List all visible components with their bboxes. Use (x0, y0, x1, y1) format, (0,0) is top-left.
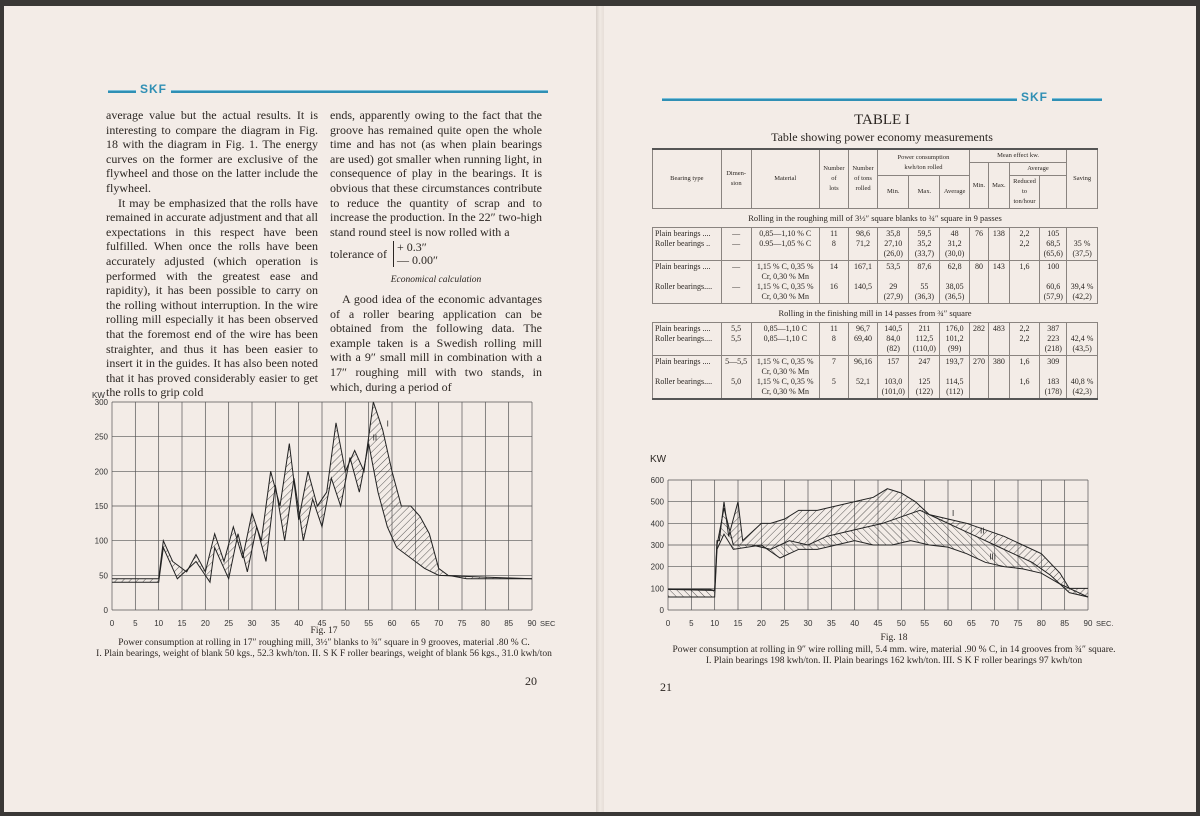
skf-logo: SKF (1017, 90, 1052, 104)
x-tick-label: 50 (896, 619, 906, 628)
x-tick-label: 0 (665, 619, 671, 628)
paragraph: average value but the actual results. It is interesting to compare the diagram in Fig. 18 with the diagram in Fig. 1. The energy curves on the former are exclusive of the flywheel and those on the latter include the flywheel. (106, 108, 318, 195)
col-mean-min: Min. (969, 163, 988, 209)
cell-tons: 98,6 71,2 (848, 228, 877, 261)
col-tons: Number of tons rolled (848, 149, 877, 209)
x-tick-label: 70 (990, 619, 1000, 628)
cell-lots: 11 8 (819, 323, 848, 356)
col-reduced: Reduced to ton/hour (1009, 176, 1040, 209)
x-tick-label: 25 (780, 619, 790, 628)
y-tick-label: 100 (650, 584, 664, 594)
cell-bearing-type: Plain bearings .... Roller bearings.... (653, 356, 722, 400)
cell-saving: 35 % (37,5) (1067, 228, 1098, 261)
x-tick-label: 85 (1060, 619, 1070, 628)
col-power-average: Average (940, 176, 969, 209)
cell-reduced: 1,6 (1009, 261, 1040, 304)
x-tick-label: 35 (826, 619, 836, 628)
x-tick-label: 45 (317, 619, 327, 626)
col-material: Material (751, 149, 819, 209)
caption-line: Power consumption at rolling in 17″ roughing mill, 3½″ blanks to ¾″ square in 9 grooves, material .80 % C. (118, 637, 530, 648)
cell-mean-max: 483 (989, 323, 1010, 356)
y-tick-label: 150 (94, 502, 108, 511)
cell-reduced: 1,6 1,6 (1009, 356, 1040, 400)
series-label-I: I (386, 419, 389, 429)
cell-power-min: 53,5 29 (27,9) (878, 261, 909, 304)
skf-logo: SKF (136, 82, 171, 96)
y-tick-label: 200 (650, 562, 664, 572)
section-row (653, 304, 1098, 323)
x-tick-label: 90 (527, 619, 537, 626)
col-bearing-type: Bearing type (653, 149, 722, 209)
col-dimension: Dimen- sion (721, 149, 751, 209)
col-lots: Number of lots (819, 149, 848, 209)
cell-saving: 39,4 % (42,2) (1067, 261, 1098, 304)
cell-reduced: 2,2 2,2 (1009, 323, 1040, 356)
cell-power-min: 35,8 27,10 (26,0) (878, 228, 909, 261)
y-tick-label: 100 (94, 536, 108, 546)
y-tick-label: 600 (650, 476, 664, 485)
x-tick-label: 30 (247, 619, 257, 626)
tolerance-label: tolerance of (330, 247, 387, 262)
cell-power-max: 211 112,5 (110,0) (909, 323, 940, 356)
table-title: TABLE I (854, 112, 910, 128)
table-row (653, 356, 1098, 400)
tolerance-minus: — 0.00″ (396, 253, 438, 268)
skf-header-rule (662, 92, 1102, 106)
x-tick-label: 50 (340, 619, 350, 626)
cell-average-value: 105 68,5 (65,6) (1040, 228, 1067, 261)
cell-bearing-type: Plain bearings .... Roller bearings.... (653, 323, 722, 356)
cell-dimension: 5—5,5 5,0 (721, 356, 751, 400)
section-title: Rolling in the roughing mill of 3½″ square blanks to ¾″ square in 9 passes (653, 209, 1098, 228)
paragraph: It may be emphasized that the rolls have remained in accurate adjustment and that all expectations in this respect have been fulfilled. When once the rolls have been accurately adjusted (which operation is performed with the greatest ease and rapidity), it has been possible to carry on the rolling without interruption. In the wire rolling mill especially it has been observed that the foremost end of the wire has been straighter, and thus it has been easier to insert it in the guides. It has also been noted that it has proved considerably easier to get the rolls to grip cold (106, 195, 318, 400)
y-tick-label: 50 (99, 571, 108, 581)
tolerance-formula (330, 241, 542, 267)
col-saving: Saving (1067, 149, 1098, 209)
col-mean-max: Max. (989, 163, 1010, 209)
x-tick-label: 10 (154, 619, 164, 626)
page-number: 21 (660, 680, 672, 694)
col-mean-effect: Mean effect kw. (969, 149, 1066, 163)
y-tick-label: 400 (650, 519, 664, 529)
y-tick-label: 200 (94, 467, 108, 477)
cell-power-average: 48 31,2 (30,0) (940, 228, 969, 261)
text-column-1 (106, 108, 318, 400)
col-power-min: Min. (878, 176, 909, 209)
y-tick-label: 250 (94, 432, 108, 442)
cell-power-min: 157 103,0 (101,0) (878, 356, 909, 400)
cell-mean-min: 80 (969, 261, 988, 304)
cell-lots: 11 8 (819, 228, 848, 261)
text-column-2 (330, 108, 542, 394)
x-tick-label: 80 (1036, 619, 1046, 628)
x-tick-label: 60 (943, 619, 953, 628)
series-label-II: II (980, 526, 985, 536)
x-tick-label: 65 (966, 619, 976, 628)
x-axis-label: SEC (540, 619, 556, 626)
fig18-chart (604, 461, 1196, 636)
cell-power-max: 247 125 (122) (909, 356, 940, 400)
x-tick-label: 75 (457, 619, 467, 626)
cell-bearing-type: Plain bearings .... Roller bearings.... (653, 261, 722, 304)
x-tick-label: 30 (803, 619, 813, 628)
series-label-I: I (952, 509, 955, 518)
cell-dimension: — — (721, 228, 751, 261)
cell-mean-max: 138 (989, 228, 1010, 261)
cell-average-value: 309 183 (178) (1040, 356, 1067, 400)
y-tick-label: 0 (659, 606, 664, 615)
caption-line: Power consumption at rolling in 9″ wire rolling mill, 5.4 mm. wire, material .90 % C, in 14 grooves from ¾″ square. (672, 644, 1116, 655)
x-tick-label: 20 (200, 619, 210, 626)
caption-line: I. Plain bearings 198 kwh/ton. II. Plain bearings 162 kwh/ton. III. S K F roller bearings 97 kwh/ton (705, 656, 1083, 666)
x-tick-label: 0 (109, 619, 115, 626)
tolerance-plus: + 0.3″ (396, 240, 427, 255)
x-tick-label: 10 (710, 619, 720, 628)
skf-header-rule (108, 84, 548, 98)
col-power-max: Max. (909, 176, 940, 209)
table-row (653, 228, 1098, 261)
fig17-caption (64, 626, 584, 661)
cell-material: 0,85—1,10 % C 0.95—1,05 % C (751, 228, 819, 261)
x-tick-label: 70 (434, 619, 444, 626)
cell-tons: 96,16 52,1 (848, 356, 877, 400)
cell-mean-max: 143 (989, 261, 1010, 304)
x-tick-label: 45 (873, 619, 883, 628)
cell-power-average: 193,7 114,5 (112) (940, 356, 969, 400)
cell-power-average: 62,8 38,05 (36,5) (940, 261, 969, 304)
col-average-value (1040, 176, 1067, 209)
y-tick-label: 300 (94, 398, 108, 407)
fig18-caption (644, 633, 1144, 668)
x-tick-label: 15 (733, 619, 743, 628)
cell-tons: 167,1 140,5 (848, 261, 877, 304)
page-number: 20 (525, 674, 537, 688)
x-tick-label: 5 (133, 619, 138, 626)
x-axis-label: SEC. (1096, 619, 1114, 628)
table-row (653, 323, 1098, 356)
x-tick-label: 60 (387, 619, 397, 626)
cell-mean-min: 76 (969, 228, 988, 261)
cell-dimension: 5,5 5,5 (721, 323, 751, 356)
cell-lots: 14 16 (819, 261, 848, 304)
series-label-II: II (372, 433, 378, 443)
caption-line: I. Plain bearings, weight of blank 50 kgs., 52.3 kwh/ton. II. S K F roller bearings, weight of blank 56 kgs., 31.0 kwh/ton (96, 649, 552, 659)
cell-material: 0,85—1,10 C 0,85—1,10 C (751, 323, 819, 356)
x-tick-label: 40 (294, 619, 304, 626)
cell-average-value: 100 60,6 (57,9) (1040, 261, 1067, 304)
section-row (653, 209, 1098, 228)
cell-saving: 40,8 % (42,3) (1067, 356, 1098, 400)
y-axis-label: KW (92, 391, 105, 400)
series-label-III: III (989, 552, 997, 562)
col-mean-average: Average (1009, 163, 1067, 176)
x-tick-label: 85 (504, 619, 514, 626)
power-economy-table (652, 148, 1098, 400)
fig-label: Fig. 17 (310, 626, 338, 636)
x-tick-label: 15 (177, 619, 187, 626)
col-power-consumption: Power consumption kwh/ton rolled (878, 149, 970, 176)
fig-label: Fig. 18 (880, 633, 908, 643)
x-tick-label: 5 (689, 619, 694, 628)
cell-material: 1,15 % C, 0,35 % Cr, 0,30 % Mn 1,15 % C, 0,35 % Cr, 0,30 % Mn (751, 261, 819, 304)
x-tick-label: 55 (920, 619, 930, 628)
cell-mean-min: 270 (969, 356, 988, 400)
table-body (653, 209, 1098, 400)
table-row (653, 261, 1098, 304)
left-page (4, 6, 600, 812)
x-tick-label: 80 (480, 619, 490, 626)
x-tick-label: 90 (1083, 619, 1093, 628)
table-subtitle: Table showing power economy measurements (771, 130, 993, 144)
x-tick-label: 35 (270, 619, 280, 626)
right-page (604, 6, 1196, 812)
y-tick-label: 0 (103, 606, 108, 615)
cell-tons: 96,7 69,40 (848, 323, 877, 356)
cell-power-min: 140,5 84,0 (82) (878, 323, 909, 356)
cell-reduced: 2,2 2,2 (1009, 228, 1040, 261)
cell-dimension: — — (721, 261, 751, 304)
cell-material: 1,15 % C, 0,35 % Cr, 0,30 % Mn 1,15 % C, 0,35 % Cr, 0,30 % Mn (751, 356, 819, 400)
cell-saving: 42,4 % (43,5) (1067, 323, 1098, 356)
cell-lots: 7 5 (819, 356, 848, 400)
cell-mean-max: 380 (989, 356, 1010, 400)
cell-power-max: 59,5 35,2 (33,7) (909, 228, 940, 261)
y-tick-label: 500 (650, 497, 664, 507)
section-title: Rolling in the finishing mill in 14 passes from ¾″ square (653, 304, 1098, 323)
x-tick-label: 75 (1013, 619, 1023, 628)
x-tick-label: 25 (224, 619, 234, 626)
cell-mean-min: 282 (969, 323, 988, 356)
cell-power-average: 176,0 101,2 (99) (940, 323, 969, 356)
cell-bearing-type: Plain bearings .... Roller bearings .. (653, 228, 722, 261)
y-tick-label: 300 (650, 541, 664, 550)
x-tick-label: 65 (410, 619, 420, 626)
fig17-chart (4, 381, 600, 626)
paragraph: A good idea of the economic advantages of a roller bearing application can be obtained from the following data. The example taken is a Swedish rolling mill with a 9″ small mill in combination with a 17″ roughing mill with two stands, in which, during a period of (330, 291, 542, 394)
cell-power-max: 87,6 55 (36,3) (909, 261, 940, 304)
x-tick-label: 40 (850, 619, 860, 628)
y-axis-unit: KW (650, 454, 667, 465)
x-tick-label: 55 (364, 619, 374, 626)
x-tick-label: 20 (756, 619, 766, 628)
cell-average-value: 387 223 (218) (1040, 323, 1067, 356)
section-subheading: Economical calculation (390, 275, 482, 286)
paragraph: ends, apparently owing to the fact that the groove has remained quite open the whole time and has not (as when plain bearings are used) got smaller when running light, in consequence of play in the bearings. It is obvious that these circumstances contribute to reduce the quantity of scrap and to increase the production. In the 22″ two-high stand round steel is now rolled with a (330, 108, 542, 239)
